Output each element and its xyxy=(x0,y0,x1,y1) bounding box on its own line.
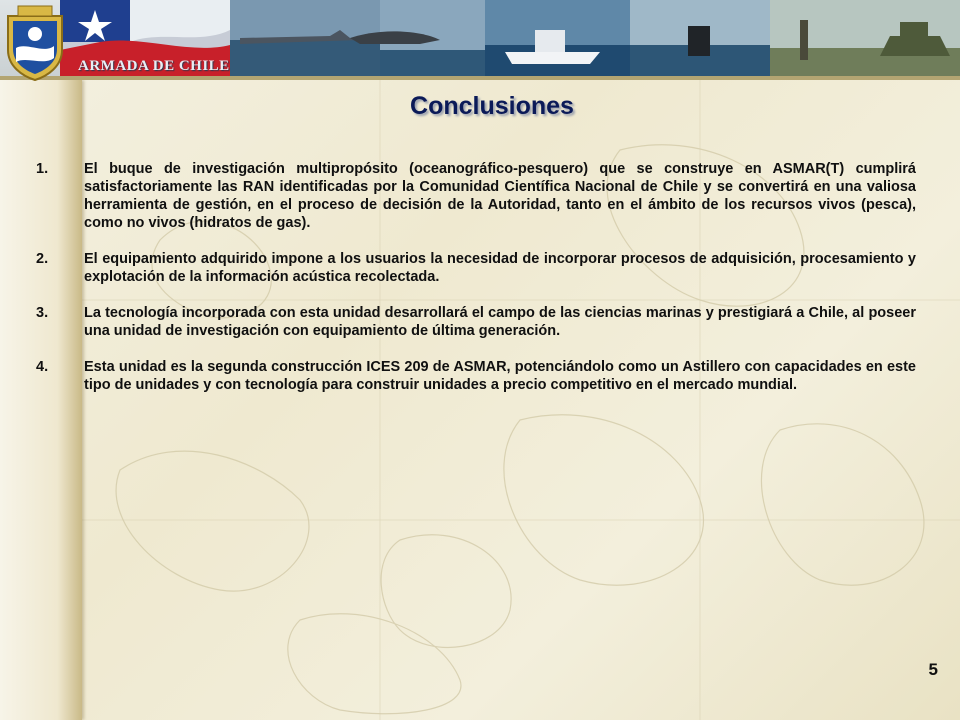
header-banner xyxy=(0,0,960,80)
navy-crest-logo xyxy=(4,2,66,82)
item-text: El equipamiento adquirido impone a los usuarios la necesidad de incorporar procesos de adquisición, procesamiento y explotación de la información acústica recolectada. xyxy=(84,251,916,285)
list-item xyxy=(36,358,916,394)
conclusions-list xyxy=(36,160,916,412)
page-number: 5 xyxy=(928,660,938,679)
item-number: 3. xyxy=(36,305,49,321)
list-item xyxy=(36,160,916,232)
item-number: 2. xyxy=(36,251,49,267)
slide-title: Conclusiones xyxy=(410,92,574,120)
list-item xyxy=(36,250,916,286)
item-text: Esta unidad es la segunda construcción ICES 209 de ASMAR, potenciándolo como un Astillero con capacidades en este tipo de unidades y con tecnología para construir unidades a precio competitivo en el mercado mundial. xyxy=(84,359,916,393)
item-text: La tecnología incorporada con esta unidad desarrollará el campo de las ciencias marinas y prestigiará a Chile, al poseer una unidad de investigación con equipamiento de última generación. xyxy=(84,305,916,339)
item-text: El buque de investigación multipropósito (oceanográfico-pesquero) que se construye en ASMAR(T) cumplirá satisfactoriamente las RAN identificadas por la Comunidad Científica Nacional de Chile y se convertirá en una valiosa herramienta de gestión, en el proceso de decisión de la Autoridad, tanto en el ámbito de los recursos vivos (pesca), como no vivos (hidratos de gas). xyxy=(84,161,916,231)
item-number: 1. xyxy=(36,161,49,177)
item-number: 4. xyxy=(36,359,49,375)
banner-title: ARMADA DE CHILE xyxy=(78,58,230,74)
list-item xyxy=(36,304,916,340)
